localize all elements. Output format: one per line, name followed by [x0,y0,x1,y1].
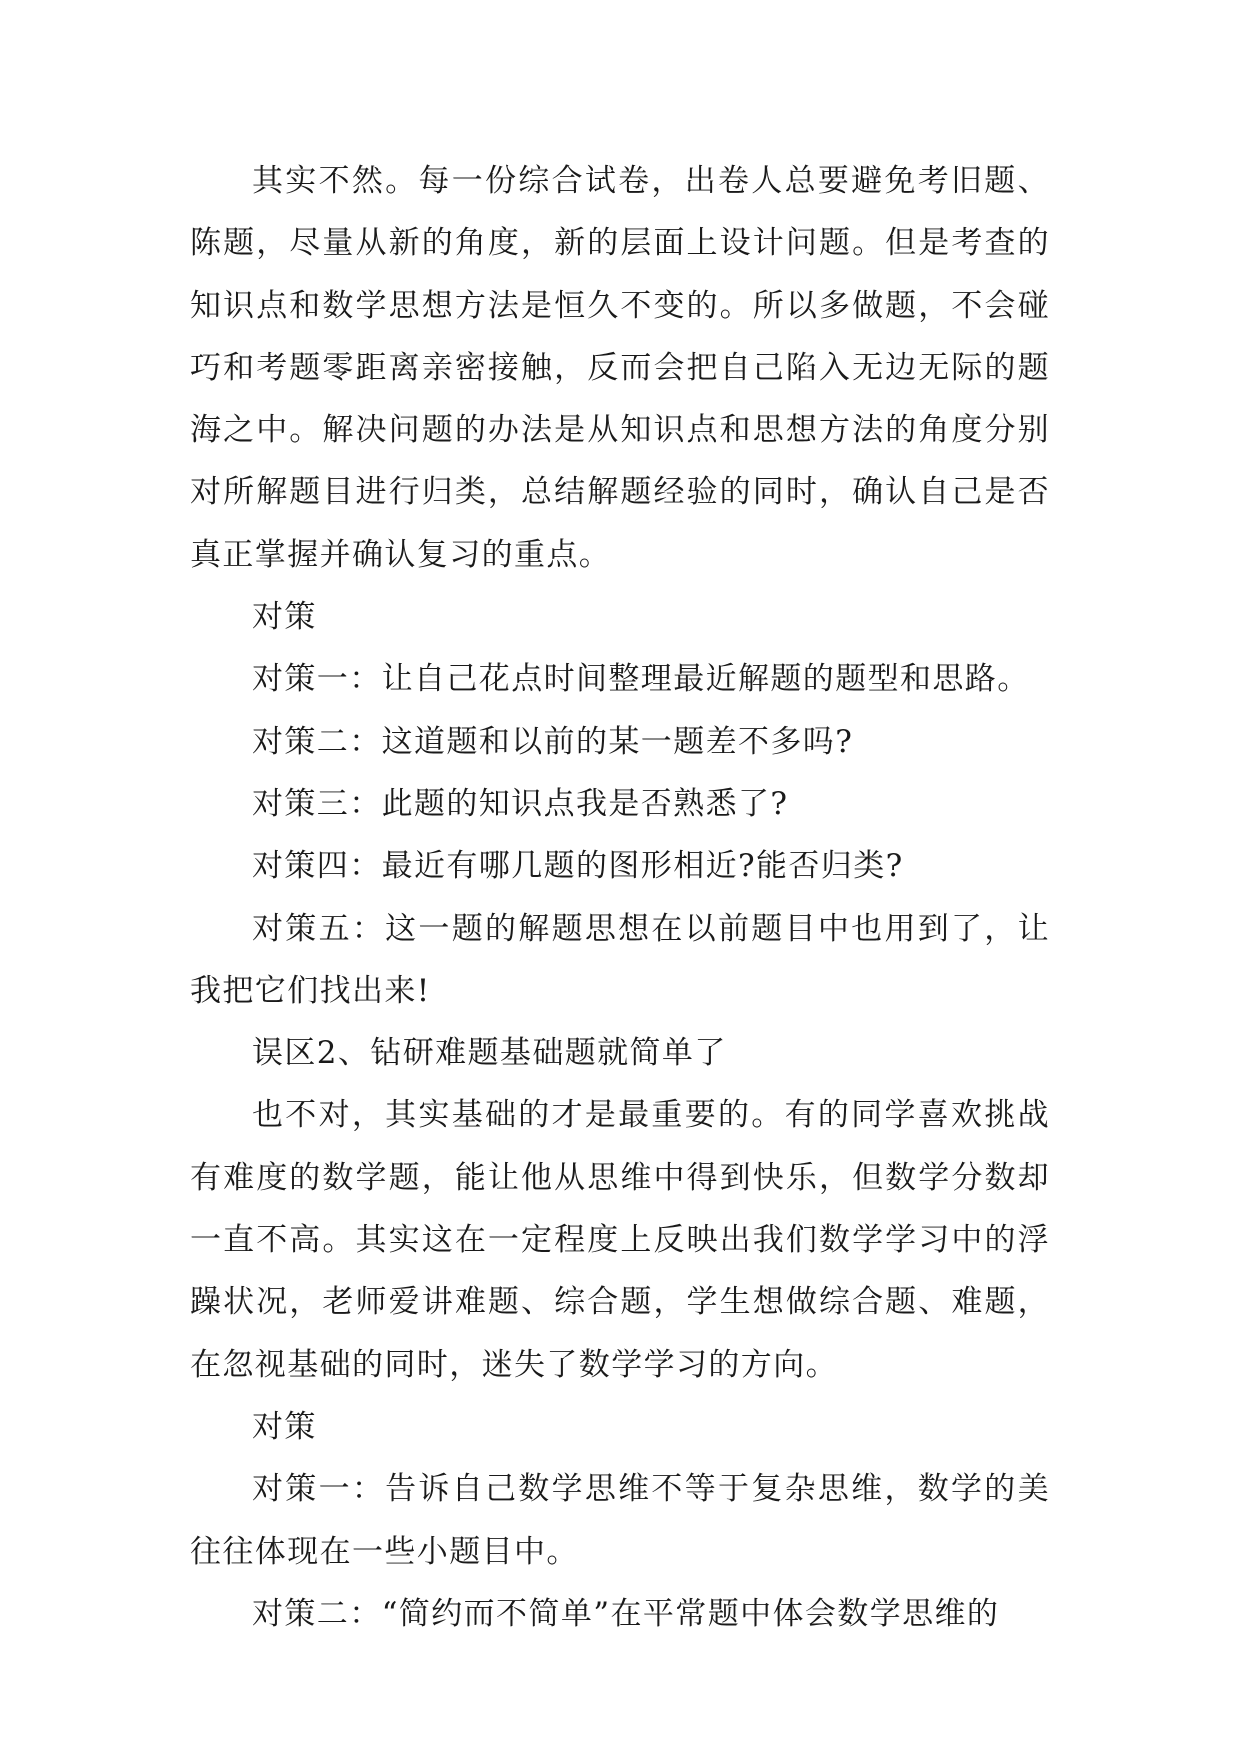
countermeasure-item: 对策一：告诉自己数学思维不等于复杂思维，数学的美往往体现在一些小题目中。 [190,1471,1050,1570]
misconception-heading: 误区2、钻研难题基础题就简单了 [252,1035,727,1072]
countermeasure-item: 对策四：最近有哪几题的图形相近?能否归类? [252,848,904,885]
body-paragraph: 其实不然。每一份综合试卷，出卷人总要避免考旧题、陈题，尽量从新的角度，新的层面上设计问题。但是考查的知识点和数学思想方法是恒久不变的。所以多做题，不会碰巧和考题零距离亲密接触，反而会把自己陷入无边无际的题海之中。解决问题的办法是从知识点和思想方法的角度分别对所解题目进行归类，总结解题经验的同时，确认自己是否真正掌握并确认复习的重点。 [190,163,1050,573]
countermeasure-item: 对策二：这道题和以前的某一题差不多吗? [252,723,854,760]
body-paragraph: 也不对，其实基础的才是最重要的。有的同学喜欢挑战有难度的数学题，能让他从思维中得到快乐，但数学分数却一直不高。其实这在一定程度上反映出我们数学学习中的浮躁状况，老师爱讲难题、综合题，学生想做综合题、难题，在忽视基础的同时，迷失了数学学习的方向。 [190,1097,1050,1383]
section-heading-countermeasures: 对策 [252,1408,317,1445]
countermeasure-item: 对策三：此题的知识点我是否熟悉了? [252,785,789,822]
document-body [190,150,1050,1645]
countermeasure-item: 对策二：“简约而不简单”在平常题中体会数学思维的 [252,1595,1000,1632]
countermeasure-item: 对策一：让自己花点时间整理最近解题的题型和思路。 [252,661,1030,698]
section-heading-countermeasures: 对策 [252,599,317,636]
countermeasure-item: 对策五：这一题的解题思想在以前题目中也用到了，让我把它们找出来! [190,910,1050,1009]
